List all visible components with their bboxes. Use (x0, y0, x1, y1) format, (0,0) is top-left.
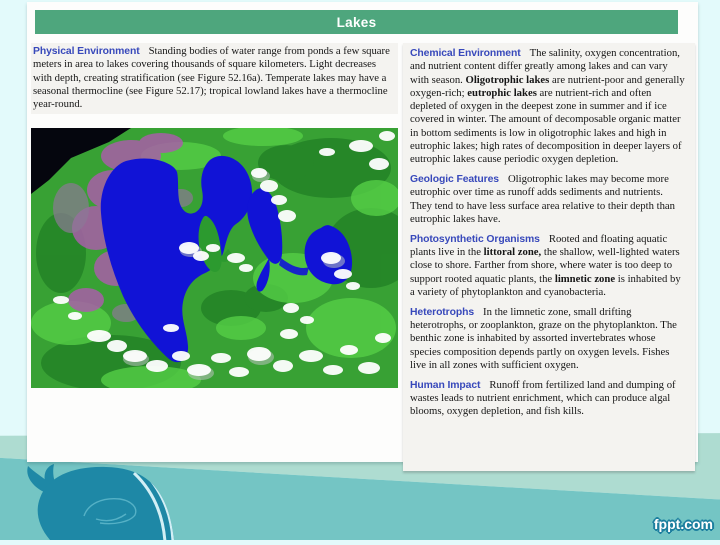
slide-title: Lakes (336, 14, 377, 30)
textbook-paragraph: Chemical Environment The salinity, oxygen concentration, and nutrient content differ greatly among lakes and can vary with season. Oligotrophic lakes are nutrient-poor and generally oxygen-rich; eutrophic lakes are nutrient-rich and often depleted of oxygen in the deepest zone in summer and if ice covered in winter. The amount of decomposable organic matter in bottom sediments is low in oligotrophic lakes and high in eutrophic lakes; high rates of decomposition in deeper layers of eutrophic lakes cause periodic oxygen depletion. (410, 47, 685, 166)
paragraph-heading: Geologic Features (410, 174, 499, 186)
textbook-column-left (31, 43, 398, 114)
title-bar (35, 10, 678, 34)
paragraph-heading: Heterotrophs (410, 306, 475, 318)
paragraph-heading: Photosynthetic Organisms (410, 233, 540, 245)
lake-satellite-photo (31, 128, 398, 388)
textbook-column-right (403, 43, 695, 471)
textbook-paragraph: Human Impact Runoff from fertilized land and dumping of wastes leads to nutrient enrichment, which can produce algal blooms, oxygen depletion, and fish kills. (410, 378, 676, 418)
paragraph-heading: Human Impact (410, 379, 481, 391)
textbook-paragraph: Physical Environment Standing bodies of water range from ponds a few square meters in area to lakes covering thousands of square kilometers. Light decreases with depth, creating stratification (see Figure 52.16a). Temperate lakes may have a seasonal thermocline (see Figure 52.17); tropical lowland lakes have a thermocline year-round. (33, 45, 390, 111)
textbook-paragraph: Photosynthetic Organisms Rooted and floating aquatic plants live in the littoral zone, the shallow, well-lighted waters close to shore. Farther from shore, where water is too deep to support rooted aquatic plants, the limnetic zone is inhabited by a variety of phytoplankton and cyanobacteria. (410, 232, 681, 299)
textbook-paragraph: Geologic Features Oligotrophic lakes may become more eutrophic over time as runoff adds sediments and nutrients. They tend to have less surface area relative to their depth than eutrophic lakes have. (410, 173, 675, 226)
paragraph-heading: Chemical Environment (410, 48, 521, 59)
paragraph-heading: Physical Environment (33, 46, 140, 57)
watermark: fppt.com (653, 516, 713, 532)
textbook-paragraph: Heterotrophs In the limnetic zone, small drifting heterotrophs, or zooplankton, graze on the phytoplankton. The benthic zone is inhabited by assorted invertebrates whose species composition depends partly on oxygen levels. Fishes live in all zones with sufficient oxygen. (410, 305, 677, 372)
whale-illustration (22, 464, 200, 540)
